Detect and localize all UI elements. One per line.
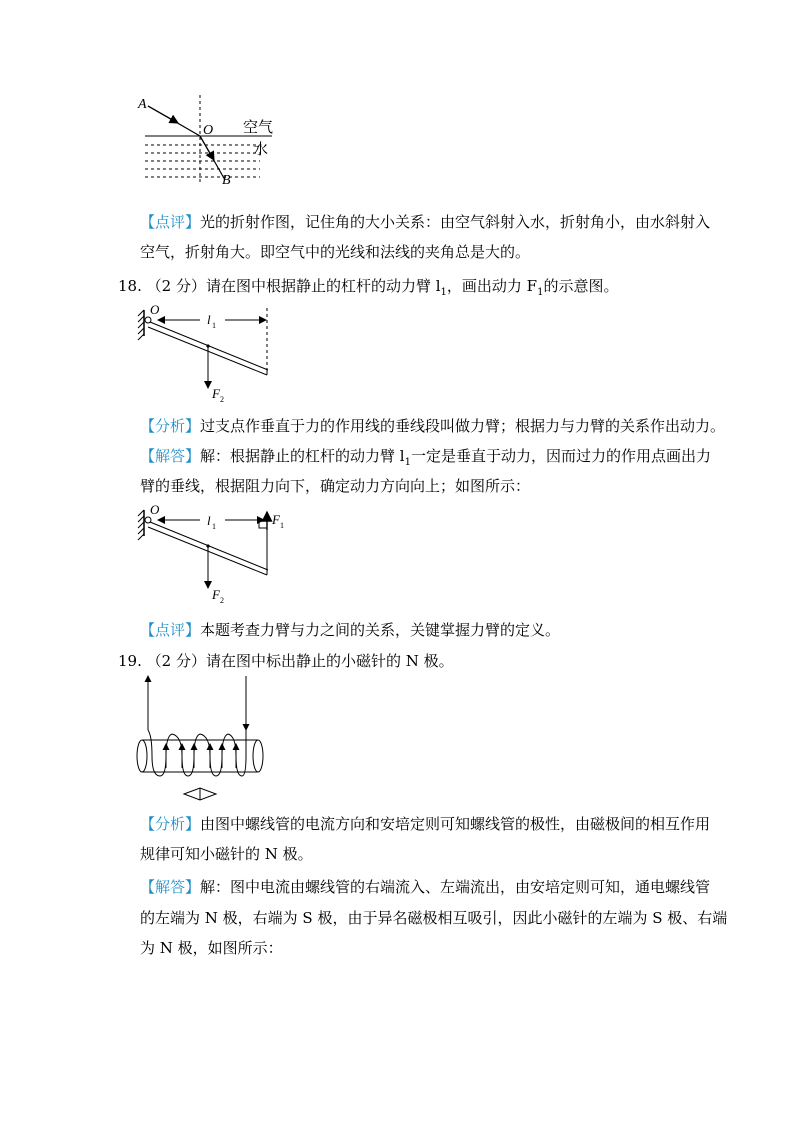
label-f1-sub: 1 [280,521,284,530]
label-air: 空气 [243,120,274,136]
solenoid-figure [130,672,280,802]
answer19-line1 [140,877,710,897]
label-f2: F [212,587,220,602]
comment17-line2 [140,242,530,262]
answer19-line3 [140,938,283,958]
answer-tag: 【解答】 [140,878,201,896]
question-text: 请在图中根据静止的杠杆的动力臂 l [205,277,441,295]
comment-text: 空气，折射角大。即空气中的光线和法线的夹角总是大的。 [140,243,531,261]
analysis-text: 过支点作垂直于力的作用线的垂线段叫做力臂；根据力与力臂的关系作出动力。 [200,417,726,435]
lever-answer-figure [130,500,300,610]
answer-tag: 【解答】 [140,447,201,465]
answer-text: 的左端为 N 极，右端为 S 极，由于异名磁极相互吸引，因此小磁针的左端为 S 极、右端 [140,909,728,927]
analysis18 [140,416,725,436]
comment18 [140,620,560,640]
analysis-tag: 【分析】 [140,815,201,833]
answer-text: 为 N 极，如图所示： [140,939,283,957]
question-score: （2 分） [146,652,206,670]
question-text: ，画出动力 F [446,277,538,295]
analysis-tag: 【分析】 [140,417,201,435]
label-l-sub: 1 [212,522,216,531]
question-score: （2 分） [146,277,206,295]
label-l: l [207,513,211,528]
answer18-line1 [140,446,711,473]
comment-tag: 【点评】 [140,621,201,639]
answer-text: 解：根据静止的杠杆的动力臂 l [200,447,405,465]
question-number: 19. [118,652,142,670]
refraction-figure [130,90,290,190]
comment-text: 光的折射作图，记住角的大小关系：由空气斜射入水，折射角小，由水斜射入 [200,213,711,231]
question-text: 请在图中标出静止的小磁针的 N 极。 [205,652,454,670]
analysis19-line1 [140,814,710,834]
label-water: 水 [253,142,269,158]
subscript: 1 [537,287,544,298]
label-o: O [150,502,160,517]
label-a: A [138,97,147,112]
analysis-text: 由图中螺线管的电流方向和安培定则可知螺线管的极性，由磁极间的相互作用 [200,815,711,833]
answer19-line2 [140,908,727,928]
answer18-line2 [140,476,530,496]
comment17-line1 [140,212,710,232]
question-text: 的示意图。 [543,277,619,295]
label-o: O [203,123,214,138]
analysis19-line2 [140,844,313,864]
lever-figure [130,298,290,408]
analysis-text: 规律可知小磁针的 N 极。 [140,845,313,863]
label-l: l [207,312,211,327]
label-l-sub: 1 [212,321,216,330]
comment-tag: 【点评】 [140,213,201,231]
question-number: 18. [118,277,142,295]
label-f2-sub: 2 [220,596,224,605]
answer-text: 解：图中电流由螺线管的右端流入、左端流出，由安培定则可知，通电螺线管 [200,878,711,896]
answer-text: 一定是垂直于动力，因而过力的作用点画出力 [410,447,711,465]
label-f2: F [212,386,220,401]
subscript: 1 [440,287,447,298]
subscript: 1 [404,457,411,468]
label-o: O [150,302,160,317]
label-b: B [222,173,231,188]
answer-text: 臂的垂线，根据阻力向下，确定动力方向向上；如图所示： [140,477,531,495]
question-19 [118,651,454,671]
comment-text: 本题考查力臂与力之间的关系，关键掌握力臂的定义。 [200,621,561,639]
label-f1: F [272,512,280,527]
label-f2-sub: 2 [220,395,224,404]
